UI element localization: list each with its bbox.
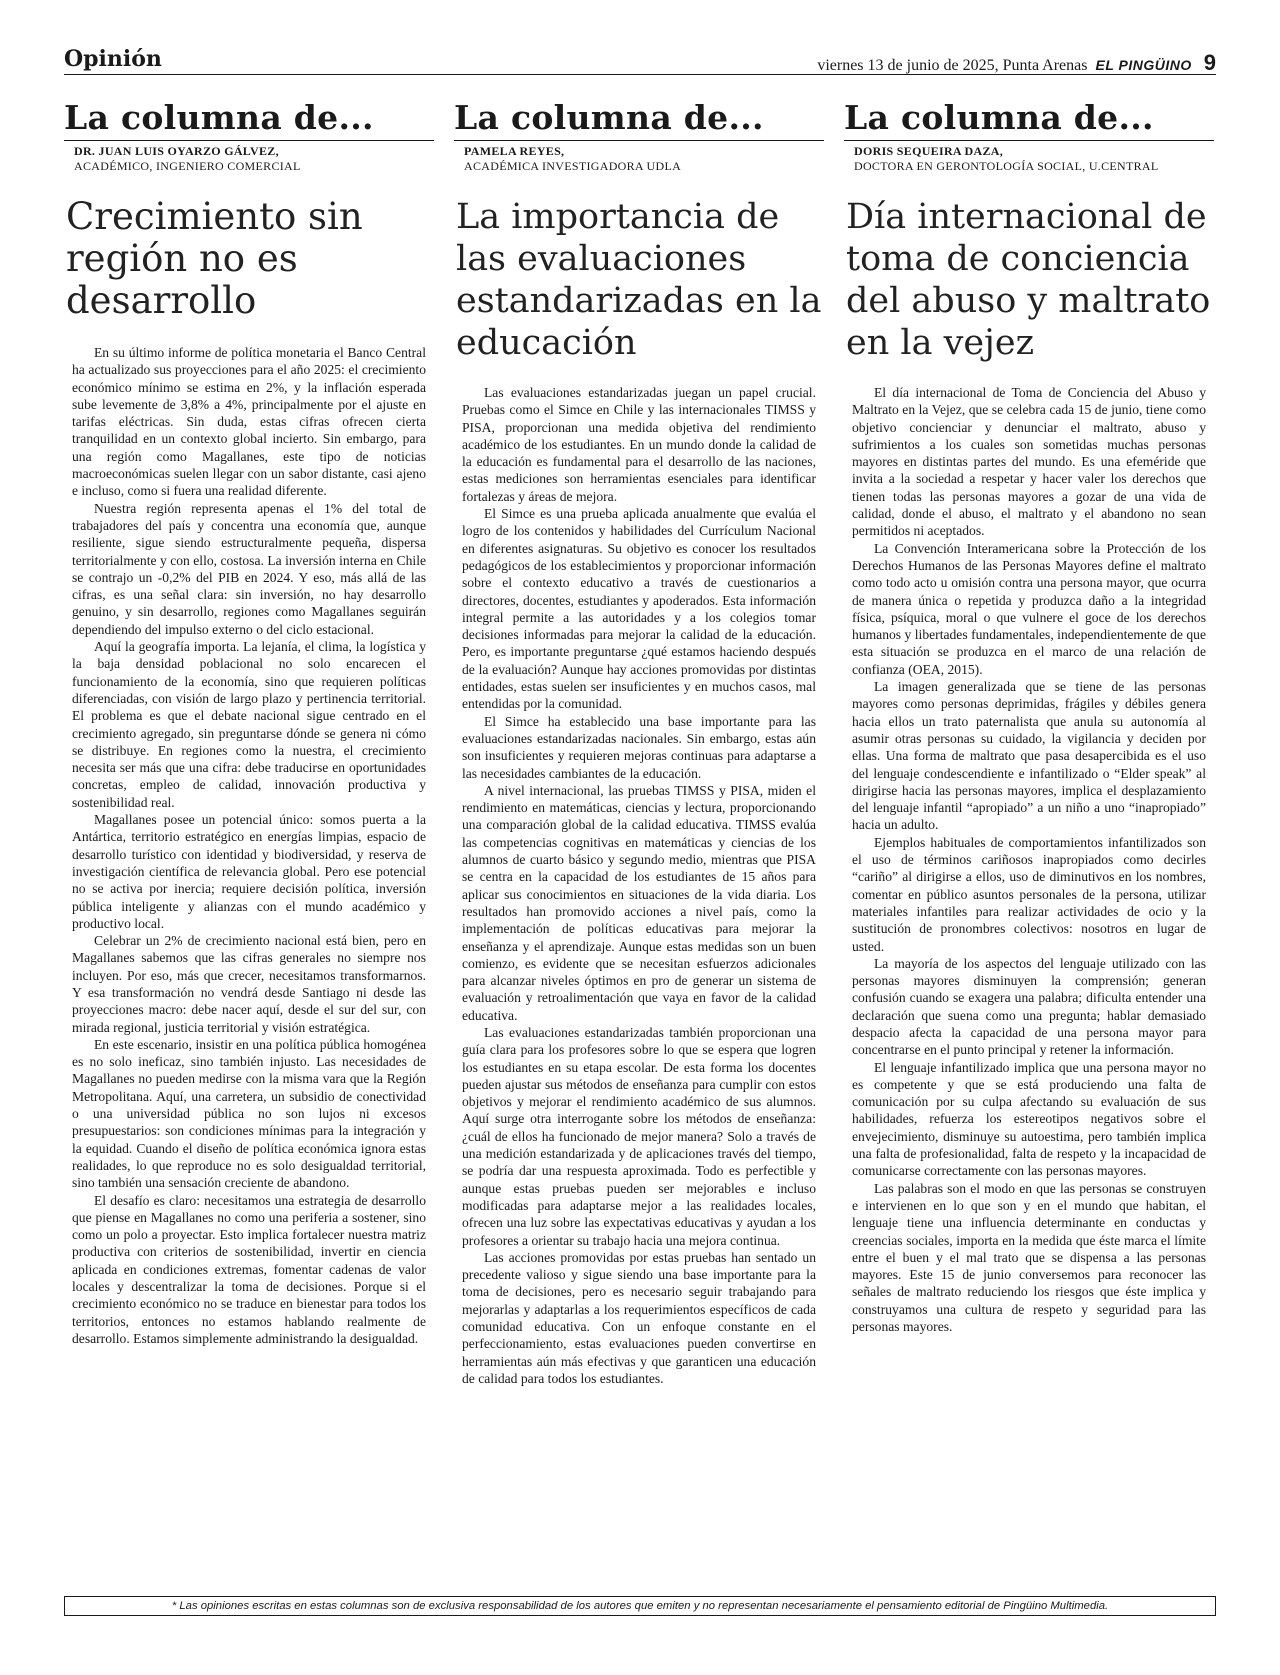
article-paragraph: Las evaluaciones estandarizadas también proporcionan una guía clara para los profesores sobre lo que se espera que logren los estudiantes en su etapa escolar. De esta forma los docentes pueden ajustar sus métodos de enseñanza para cumplir con estos objetivos y mejorar el rendimiento académico de sus alumnos. Aquí surge otra interrogante sobre los métodos de enseñanza: ¿cuál de ellos ha funcionado de mejor manera? Solo a través de una medición estandarizada y de aplicaciones través del tiempo, se podría dar una respuesta aproximada. Todo es perfectible y aunque estas pruebas pueden ser mejorables e incluso modificadas para adaptarse mejor a las realidades locales, ofrecen una luz sobre las expectativas educativas y ayudan a los profesores a orientar su trabajo hacia una mejora continua. <box>462 1024 816 1248</box>
column-author: PAMELA REYES, <box>464 144 565 158</box>
article-paragraph: El Simce ha establecido una base importante para las evaluaciones estandarizadas nacionales. Sin embargo, estas aún son insuficientes y requieren mejoras continuas para adaptarse a las necesidades cambiantes de la educación. <box>462 713 816 781</box>
opinion-column-2 <box>454 96 824 1387</box>
article-title: La importancia de las evaluaciones estandarizadas en la educación <box>456 197 822 363</box>
column-kicker: La columna de... <box>454 96 824 141</box>
article-paragraph: En su último informe de política monetaria el Banco Central ha actualizado sus proyecciones para el año 2025: el crecimiento económico mínimo se estima en 2%, y la inflación esperada sube levemente de 3,8% a 4%, principalmente por el ajuste en tarifas eléctricas. Sin duda, estas cifras ofrecen cierta tranquilidad en un contexto global incierto. Sin embargo, para una región como Magallanes, este tipo de noticias macroeconómicas suelen llegar con un sabor distante, casi ajeno e incluso, como si fuera una realidad diferente. <box>72 345 426 499</box>
page-number: 9 <box>1203 50 1216 75</box>
article-paragraph: A nivel internacional, las pruebas TIMSS y PISA, miden el rendimiento en matemáticas, ciencias y lectura, proporcionando una comparación global de la calidad educativa. TIMSS evalúa las competencias cognitivas en matemáticas y ciencias de los alumnos de cuarto básico y segundo medio, mientras que PISA se centra en la capacidad de los estudiantes de 15 años para aplicar sus conocimientos en situaciones de la vida diaria. Los resultados han promovido acciones a nivel país, como la implementación de políticas educativas para mejorar la enseñanza y el aprendizaje. Aunque estas medidas son un buen comienzo, es evidente que se necesitan esfuerzos adicionales para alcanzar niveles óptimos en pro de generar un sistema de evaluación y retroalimentación que vaya en favor de la calidad educativa. <box>462 782 816 1023</box>
article-paragraph: Nuestra región representa apenas el 1% del total de trabajadores del país y concentra una economía que, aunque resiliente, sigue siendo estructuralmente pequeña, dispersa territorialmente y con ello, costosa. La inversión interna en Chile se contrajo un -0,2% del PIB en 2024. Y eso, más allá de las cifras, es una señal clara: sin inversión, no hay desarrollo genuino, y sin desarrollo, regiones como Magallanes seguirán dependiendo del impulso externo o del ciclo estacional. <box>72 500 426 637</box>
article-paragraph: Ejemplos habituales de comportamientos infantilizados son el uso de términos cariñosos inapropiados como decirles “cariño” al dirigirse a ellos, uso de diminutivos en los nombres, comentar en público asuntos personales de la persona, utilizar materiales infantiles para realizar actividades de ocio y la sustitución de pronombres colectivos: nosotros en lugar de usted. <box>852 834 1206 954</box>
column-author-role: ACADÉMICO, INGENIERO COMERCIAL <box>74 159 301 173</box>
column-author: DR. JUAN LUIS OYARZO GÁLVEZ, <box>74 144 279 158</box>
article-paragraph: El día internacional de Toma de Conciencia del Abuso y Maltrato en la Vejez, que se celebra cada 15 de junio, tiene como objetivo concienciar y denunciar el maltrato, abuso y sufrimientos a los cuales son sometidas muchas personas mayores en distintas partes del mundo. Es una efeméride que invita a la sociedad a respetar y hacer valer los derechos que tienen todas las personas mayores a gozar de una vida de calidad, donde el abuso, el maltrato y el abandono no sean permitidos ni aceptados. <box>852 385 1206 539</box>
opinion-column-3 <box>844 96 1214 1335</box>
article-paragraph: Aquí la geografía importa. La lejanía, el clima, la logística y la baja densidad poblacional no solo encarecen el funcionamiento de la economía, sino que requieren políticas diferenciadas, con visión de largo plazo y pertinencia territorial. El problema es que el debate nacional sigue centrado en el crecimiento agregado, sin preguntarse dónde se genera ni cómo se distribuye. En regiones como la nuestra, el crecimiento necesita ser más que una cifra: debe traducirse en oportunidades concretas, empleo de calidad, innovación productiva y sostenibilidad real. <box>72 639 426 810</box>
column-author-role: DOCTORA EN GERONTOLOGÍA SOCIAL, U.CENTRAL <box>854 159 1159 173</box>
article-body <box>462 384 816 1387</box>
article-paragraph: La imagen generalizada que se tiene de las personas mayores como personas deprimidas, frágiles y débiles genera hacia ellos un trato paternalista que anula su autonomía al asumir otras personas su cuidado, la vigilancia y deciden por ellas. Una forma de maltrato que pasa desapercibida es el uso del lenguaje condescendiente e infantilizado o “Elder speak” al dirigirse hacia las personas mayores, implica el desplazamiento del lenguaje infantil “apropiado” a un niño a uno “inapropiado” hacia un adulto. <box>852 679 1206 833</box>
column-kicker: La columna de... <box>64 96 434 141</box>
article-paragraph: Celebrar un 2% de crecimiento nacional está bien, pero en Magallanes sabemos que las cifras generales no siempre nos incluyen. Por eso, más que crecer, necesitamos transformarnos. Y esa transformación no vendrá desde Santiago ni desde las proyecciones macro: debe nacer aquí, desde el sur del sur, con mirada regional, justicia territorial y visión estratégica. <box>72 933 426 1035</box>
editorial-disclaimer: * Las opiniones escritas en estas columnas son de exclusiva responsabilidad de los autores que emiten y no representan necesariamente el pensamiento editorial de Pingüino Multimedia. <box>64 1596 1216 1616</box>
article-paragraph: El lenguaje infantilizado implica que una persona mayor no es competente y que se está produciendo una falta de comunicación por su culpa afectando su evaluación de sus habilidades, refuerza los estereotipos negativos sobre el envejecimiento, disminuye su autoestima, pero también implica una falta de profesionalidad, falta de respeto y la incapacidad de comunicarse correctamente con las personas mayores. <box>852 1059 1206 1179</box>
article-title: Crecimiento sin región no es desarrollo <box>66 195 363 322</box>
column-kicker: La columna de... <box>844 96 1214 141</box>
article-paragraph: En este escenario, insistir en una política pública homogénea es no solo ineficaz, sino también injusto. Las necesidades de Magallanes no pueden medirse con la misma vara que la Región Metropolitana. Aquí, una carretera, un subsidio de conectividad o una universidad pública no son lujos ni excesos presupuestarios: son condiciones mínimas para la integración y la equidad. Cuando el diseño de política económica ignora estas realidades, lo que reproduce no es solo desigualdad territorial, sino también una sensación creciente de abandono. <box>72 1036 426 1191</box>
article-paragraph: La mayoría de los aspectos del lenguaje utilizado con las personas mayores disminuyen la comprensión; generan confusión cuando se exagera una palabra; dificulta entender una declaración que suena como una pregunta; hablar demasiado despacio afecta la capacidad de una persona mayor para concentrarse en el punto principal y retener la información. <box>852 955 1206 1058</box>
article-paragraph: El Simce es una prueba aplicada anualmente que evalúa el logro de los contenidos y habilidades del Currículum Nacional en diferentes asignaturas. Su objetivo es conocer los resultados pedagógicos de los establecimientos y proporcionar información sobre el contexto educativo a través de cuestionarios a directores, docentes, estudiantes y apoderados. Esta información integral permite a las autoridades y a los colegios tomar decisiones informadas para mejorar la calidad de la educación. Pero, es importante preguntarse ¿qué estamos haciendo después de la evaluación? Aunque hay acciones promovidas por distintas entidades, estas suelen ser insuficientes y en muchos casos, mal entendidas por la comunidad. <box>462 506 816 712</box>
article-paragraph: La Convención Interamericana sobre la Protección de los Derechos Humanos de las Personas Mayores define el maltrato como todo acto u omisión contra una persona mayor, que ocurra de manera única o repetida y produzca daño a la integridad física, psíquica, moral o que vulnere el goce de los derechos humanos y libertades fundamentales, independientemente de que esta situación se produzca en el marco de una relación de confianza (OEA, 2015). <box>852 540 1206 677</box>
article-paragraph: Las palabras son el modo en que las personas se construyen e intervienen en lo que son y en el mundo que habitan, el lenguaje tiene una influencia determinante en conductas y creencias sociales, importa en la medida que éste marca el límite entre el buen y el mal trato que se dispensa a las personas mayores. Este 15 de junio conversemos para reconocer las señales de maltrato reduciendo los riesgos que éste implica y construyamos una cultura de respeto y seguridad para las personas mayores. <box>852 1180 1206 1335</box>
page-header <box>64 44 1216 75</box>
dateline <box>817 50 1216 76</box>
article-paragraph: Las evaluaciones estandarizadas juegan un papel crucial. Pruebas como el Simce en Chile y las internacionales TIMSS y PISA, proporcionan una medida objetiva del rendimiento académico de los estudiantes. En un mundo donde la calidad de la educación es fundamental para el desarrollo de las naciones, estas mediciones son herramientas esenciales para identificar fortalezas y áreas de mejora. <box>462 385 816 504</box>
issue-date: viernes 13 de junio de 2025, Punta Arenas <box>817 57 1088 74</box>
newspaper-logo: EL PINGÜINO <box>1095 57 1192 73</box>
column-author: DORIS SEQUEIRA DAZA, <box>854 144 1004 158</box>
section-name: Opinión <box>64 46 162 72</box>
article-body <box>852 384 1206 1335</box>
article-paragraph: Las acciones promovidas por estas pruebas han sentado un precedente valioso y sigue siendo una base importante para la toma de decisiones, pero es necesario seguir trabajando para mejorarlas y adaptarlas a los requerimientos específicos de cada comunidad educativa. Con un enfoque constante en el perfeccionamiento, estas evaluaciones pueden convertirse en herramientas aún más efectivas y que garanticen una educación de calidad para todos los estudiantes. <box>462 1249 816 1386</box>
article-paragraph: Magallanes posee un potencial único: somos puerta a la Antártica, territorio estratégico en energías limpias, espacio de desarrollo turístico con identidad y biodiversidad, y reserva de investigación científica de relevancia global. Pero ese potencial no se activa por inercia; requiere decisión política, inversión pública inteligente y alianzas con el mundo académico y productivo local. <box>72 812 426 931</box>
article-title: Día internacional de toma de conciencia del abuso y maltrato en la vejez <box>846 197 1211 363</box>
column-author-role: ACADÉMICA INVESTIGADORA UDLA <box>464 159 682 173</box>
opinion-column-1 <box>64 96 434 1347</box>
article-body <box>72 344 426 1347</box>
article-paragraph: El desafío es claro: necesitamos una estrategia de desarrollo que piense en Magallanes no como una periferia a sostener, sino como un polo a proyectar. Esto implica fortalecer nuestra matriz productiva con criterios de sostenibilidad, invertir en ciencia aplicada en condiciones extremas, fomentar cadenas de valor locales y descentralizar la toma de decisiones. Porque si el crecimiento económico no se traduce en bienestar para todos los territorios, entonces no estamos hablando realmente de desarrollo. Estamos simplemente administrando la desigualdad. <box>72 1192 426 1346</box>
